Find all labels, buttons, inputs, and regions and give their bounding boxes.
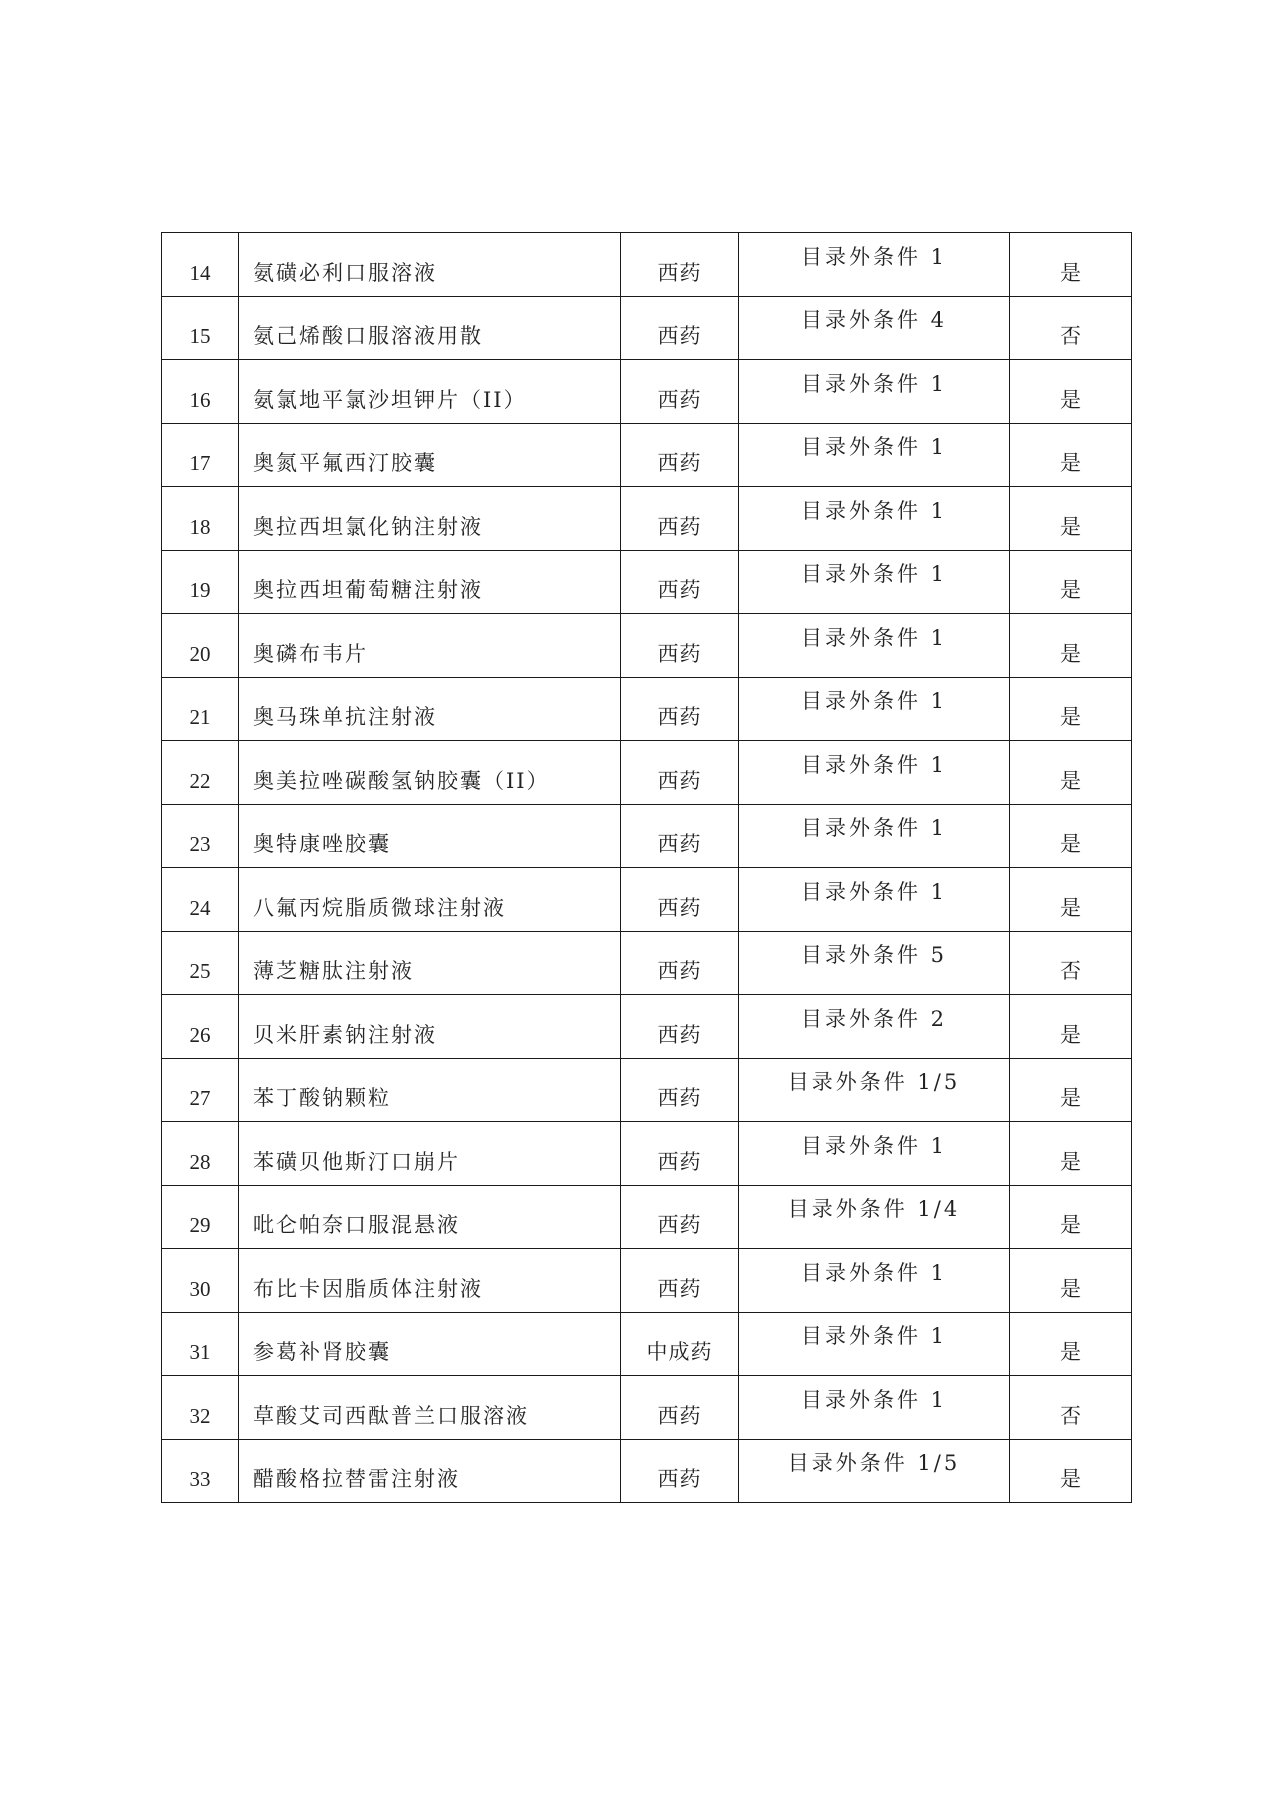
condition-cell: 目录外条件 5 xyxy=(739,931,1010,995)
drug-name-cell: 奥特康唑胶囊 xyxy=(239,804,621,868)
flag-cell: 是 xyxy=(1010,677,1132,741)
drug-name-cell: 氨己烯酸口服溶液用散 xyxy=(239,296,621,360)
table-row xyxy=(162,1058,1132,1122)
drug-type-cell: 西药 xyxy=(621,741,739,805)
drug-type-cell: 西药 xyxy=(621,677,739,741)
drug-name-cell: 奥氮平氟西汀胶囊 xyxy=(239,423,621,487)
table-row xyxy=(162,804,1132,868)
table-row xyxy=(162,1185,1132,1249)
drug-name-cell: 苯丁酸钠颗粒 xyxy=(239,1058,621,1122)
drug-type-cell: 中成药 xyxy=(621,1312,739,1376)
drug-type-cell: 西药 xyxy=(621,1122,739,1186)
flag-cell: 是 xyxy=(1010,1249,1132,1313)
table-row xyxy=(162,1312,1132,1376)
drug-type-cell: 西药 xyxy=(621,1376,739,1440)
drug-type-cell: 西药 xyxy=(621,614,739,678)
row-number-cell: 25 xyxy=(162,931,239,995)
table-row xyxy=(162,614,1132,678)
row-number-cell: 19 xyxy=(162,550,239,614)
drug-type-cell: 西药 xyxy=(621,1058,739,1122)
row-number-cell: 30 xyxy=(162,1249,239,1313)
condition-cell: 目录外条件 1 xyxy=(739,423,1010,487)
row-number-cell: 16 xyxy=(162,360,239,424)
drug-name-cell: 奥拉西坦氯化钠注射液 xyxy=(239,487,621,551)
flag-cell: 是 xyxy=(1010,995,1132,1059)
drug-name-cell: 奥拉西坦葡萄糖注射液 xyxy=(239,550,621,614)
flag-cell: 是 xyxy=(1010,487,1132,551)
drug-name-cell: 布比卡因脂质体注射液 xyxy=(239,1249,621,1313)
table-row xyxy=(162,423,1132,487)
flag-cell: 否 xyxy=(1010,931,1132,995)
condition-cell: 目录外条件 1 xyxy=(739,677,1010,741)
row-number-cell: 17 xyxy=(162,423,239,487)
flag-cell: 是 xyxy=(1010,741,1132,805)
row-number-cell: 27 xyxy=(162,1058,239,1122)
condition-cell: 目录外条件 1/5 xyxy=(739,1058,1010,1122)
table-row xyxy=(162,995,1132,1059)
drug-type-cell: 西药 xyxy=(621,423,739,487)
drug-name-cell: 氨氯地平氯沙坦钾片（II） xyxy=(239,360,621,424)
condition-cell: 目录外条件 1 xyxy=(739,741,1010,805)
row-number-cell: 15 xyxy=(162,296,239,360)
drug-name-cell: 苯磺贝他斯汀口崩片 xyxy=(239,1122,621,1186)
flag-cell: 是 xyxy=(1010,550,1132,614)
drug-list-table xyxy=(161,232,1132,1503)
table-row xyxy=(162,1122,1132,1186)
row-number-cell: 26 xyxy=(162,995,239,1059)
flag-cell: 是 xyxy=(1010,1058,1132,1122)
condition-cell: 目录外条件 1/5 xyxy=(739,1439,1010,1503)
condition-cell: 目录外条件 1 xyxy=(739,487,1010,551)
table-row xyxy=(162,487,1132,551)
drug-type-cell: 西药 xyxy=(621,233,739,297)
drug-type-cell: 西药 xyxy=(621,931,739,995)
row-number-cell: 18 xyxy=(162,487,239,551)
drug-name-cell: 氨磺必利口服溶液 xyxy=(239,233,621,297)
flag-cell: 否 xyxy=(1010,1376,1132,1440)
table-row xyxy=(162,1439,1132,1503)
condition-cell: 目录外条件 1 xyxy=(739,1312,1010,1376)
drug-type-cell: 西药 xyxy=(621,487,739,551)
flag-cell: 是 xyxy=(1010,1122,1132,1186)
condition-cell: 目录外条件 1 xyxy=(739,233,1010,297)
row-number-cell: 21 xyxy=(162,677,239,741)
flag-cell: 是 xyxy=(1010,233,1132,297)
flag-cell: 是 xyxy=(1010,1439,1132,1503)
drug-name-cell: 八氟丙烷脂质微球注射液 xyxy=(239,868,621,932)
table-row xyxy=(162,296,1132,360)
condition-cell: 目录外条件 1 xyxy=(739,1249,1010,1313)
condition-cell: 目录外条件 1 xyxy=(739,868,1010,932)
flag-cell: 是 xyxy=(1010,1312,1132,1376)
drug-name-cell: 草酸艾司西酞普兰口服溶液 xyxy=(239,1376,621,1440)
table-row xyxy=(162,741,1132,805)
drug-name-cell: 贝米肝素钠注射液 xyxy=(239,995,621,1059)
drug-name-cell: 吡仑帕奈口服混悬液 xyxy=(239,1185,621,1249)
row-number-cell: 23 xyxy=(162,804,239,868)
drug-type-cell: 西药 xyxy=(621,296,739,360)
condition-cell: 目录外条件 2 xyxy=(739,995,1010,1059)
row-number-cell: 24 xyxy=(162,868,239,932)
row-number-cell: 14 xyxy=(162,233,239,297)
condition-cell: 目录外条件 4 xyxy=(739,296,1010,360)
drug-type-cell: 西药 xyxy=(621,1249,739,1313)
row-number-cell: 28 xyxy=(162,1122,239,1186)
drug-type-cell: 西药 xyxy=(621,868,739,932)
row-number-cell: 32 xyxy=(162,1376,239,1440)
row-number-cell: 33 xyxy=(162,1439,239,1503)
condition-cell: 目录外条件 1 xyxy=(739,614,1010,678)
table-row xyxy=(162,550,1132,614)
table-row xyxy=(162,1249,1132,1313)
flag-cell: 是 xyxy=(1010,804,1132,868)
table-row xyxy=(162,1376,1132,1440)
condition-cell: 目录外条件 1 xyxy=(739,360,1010,424)
condition-cell: 目录外条件 1 xyxy=(739,550,1010,614)
drug-type-cell: 西药 xyxy=(621,804,739,868)
condition-cell: 目录外条件 1 xyxy=(739,804,1010,868)
drug-name-cell: 薄芝糖肽注射液 xyxy=(239,931,621,995)
drug-type-cell: 西药 xyxy=(621,995,739,1059)
table-row xyxy=(162,868,1132,932)
row-number-cell: 29 xyxy=(162,1185,239,1249)
drug-name-cell: 奥美拉唑碳酸氢钠胶囊（II） xyxy=(239,741,621,805)
table-row xyxy=(162,233,1132,297)
row-number-cell: 31 xyxy=(162,1312,239,1376)
condition-cell: 目录外条件 1 xyxy=(739,1376,1010,1440)
table-body xyxy=(162,233,1132,1503)
row-number-cell: 20 xyxy=(162,614,239,678)
flag-cell: 是 xyxy=(1010,868,1132,932)
drug-name-cell: 奥马珠单抗注射液 xyxy=(239,677,621,741)
drug-name-cell: 醋酸格拉替雷注射液 xyxy=(239,1439,621,1503)
drug-type-cell: 西药 xyxy=(621,1185,739,1249)
condition-cell: 目录外条件 1/4 xyxy=(739,1185,1010,1249)
condition-cell: 目录外条件 1 xyxy=(739,1122,1010,1186)
table-row xyxy=(162,360,1132,424)
drug-name-cell: 参葛补肾胶囊 xyxy=(239,1312,621,1376)
table-row xyxy=(162,677,1132,741)
flag-cell: 是 xyxy=(1010,360,1132,424)
drug-type-cell: 西药 xyxy=(621,360,739,424)
flag-cell: 否 xyxy=(1010,296,1132,360)
flag-cell: 是 xyxy=(1010,1185,1132,1249)
table-row xyxy=(162,931,1132,995)
drug-name-cell: 奥磷布韦片 xyxy=(239,614,621,678)
row-number-cell: 22 xyxy=(162,741,239,805)
flag-cell: 是 xyxy=(1010,423,1132,487)
drug-type-cell: 西药 xyxy=(621,550,739,614)
drug-type-cell: 西药 xyxy=(621,1439,739,1503)
flag-cell: 是 xyxy=(1010,614,1132,678)
